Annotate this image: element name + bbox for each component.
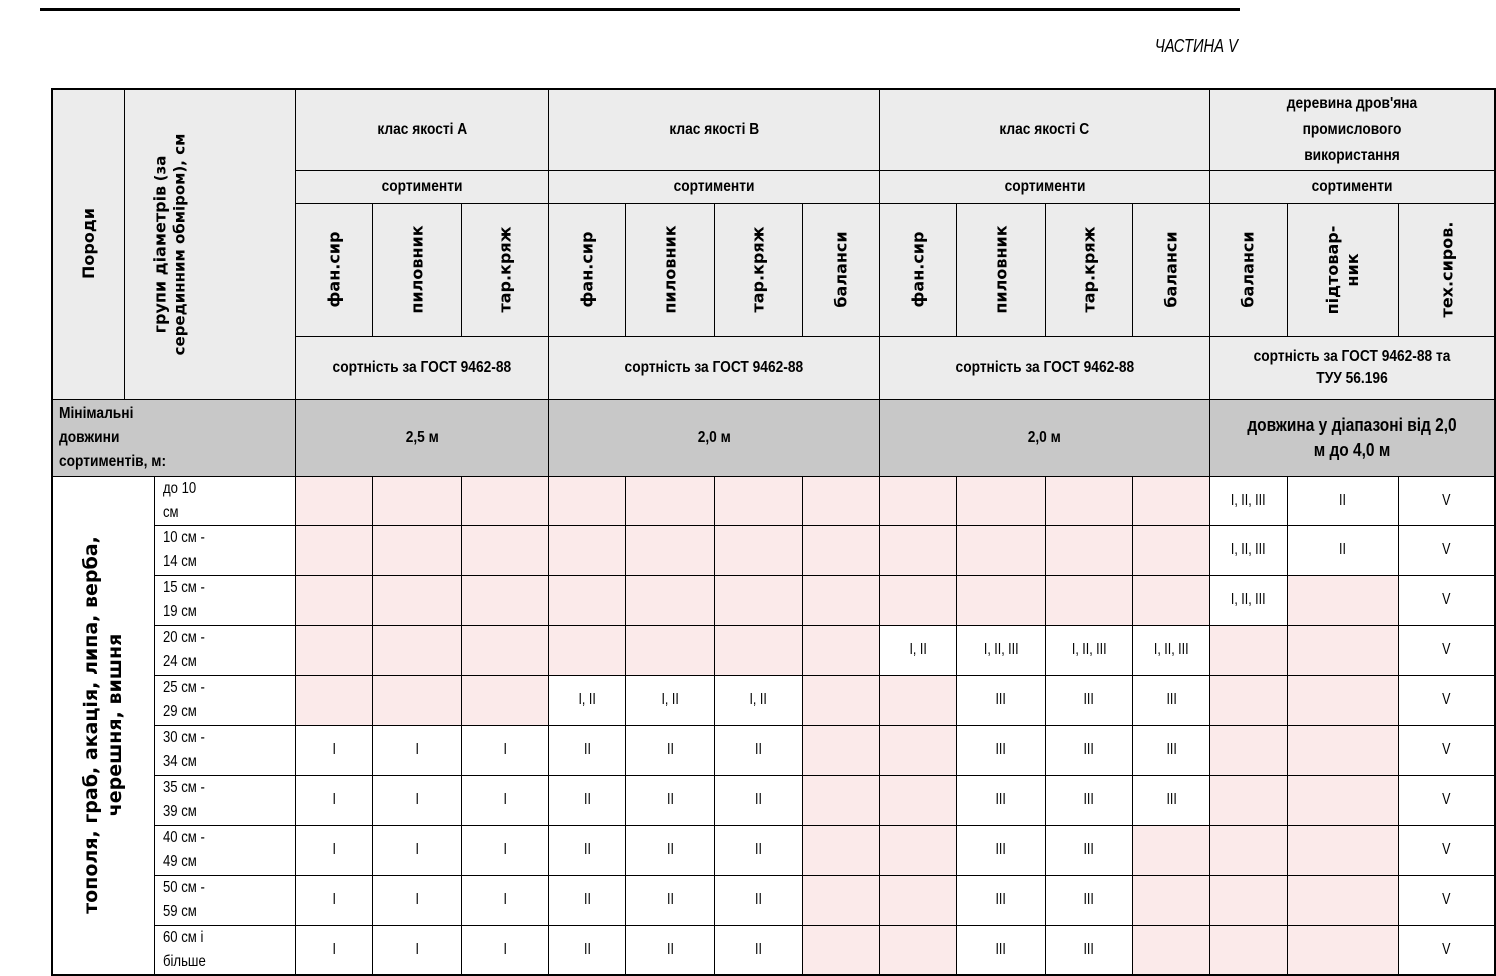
grade-value: I [332, 891, 336, 908]
grade-cell [295, 625, 372, 675]
grade-value: V [1442, 891, 1451, 908]
grade-cell [295, 675, 372, 725]
diameter-cell [154, 825, 295, 875]
grade-value: I, II [578, 691, 596, 708]
min-length-a: 2,5 м [295, 399, 548, 476]
grade-value: I [332, 741, 336, 758]
grade-value: I [415, 841, 419, 858]
diameter-label: 40 см - 49 см [162, 829, 205, 870]
sort-a-2: тар.кряж [462, 203, 549, 336]
grade-cell [295, 575, 372, 625]
grade-cell [879, 625, 956, 675]
grade-cell [1287, 925, 1398, 975]
min-length-c: 2,0 м [879, 399, 1210, 476]
grade-cell [1398, 675, 1495, 725]
grade-cell [1398, 476, 1495, 525]
grade-cell [802, 675, 879, 725]
grade-cell [715, 476, 802, 525]
grade-cell [462, 725, 549, 775]
grade-value: II [755, 841, 762, 858]
grade-cell [1287, 575, 1398, 625]
assortment-table [51, 88, 1496, 976]
diameter-cell [154, 725, 295, 775]
grade-cell [1133, 625, 1210, 675]
grade-value: I, II, III [1153, 641, 1189, 658]
grade-cell [372, 575, 461, 625]
diameter-cell [154, 875, 295, 925]
diameter-cell [154, 575, 295, 625]
grade-cell [549, 725, 626, 775]
grade-value: II [755, 791, 762, 808]
grade-cell [802, 825, 879, 875]
grade-cell [956, 575, 1045, 625]
grade-value: I [415, 791, 419, 808]
sort-c-3: баланси [1133, 203, 1210, 336]
diameter-cell [154, 525, 295, 575]
grade-cell [295, 925, 372, 975]
grade-cell [626, 525, 715, 575]
grade-value: III [1165, 791, 1177, 808]
grade-value: I, II, III [983, 641, 1019, 658]
grade-cell [1045, 875, 1132, 925]
grade-cell [802, 525, 879, 575]
grade-cell [462, 525, 549, 575]
grade-cell [1210, 725, 1287, 775]
grade-cell [462, 925, 549, 975]
grade-value: I [332, 841, 336, 858]
grade-cell [715, 675, 802, 725]
grade-cell [956, 725, 1045, 775]
sort-c-0: фан.сир [879, 203, 956, 336]
grade-cell [626, 775, 715, 825]
species-label: тополя, граб, акація, липа, верба, черешня, вишня [80, 536, 127, 915]
grade-cell [956, 925, 1045, 975]
grade-cell [462, 625, 549, 675]
grade-value: I [332, 940, 336, 958]
grade-cell [715, 575, 802, 625]
grade-cell [1287, 675, 1398, 725]
grade-cell [1045, 675, 1132, 725]
grade-standard-b: сортність за ГОСТ 9462-88 [549, 336, 880, 399]
grade-cell [626, 925, 715, 975]
sort-a-1: пиловник [372, 203, 461, 336]
grade-value: III [1165, 741, 1177, 758]
grade-cell [549, 575, 626, 625]
diameter-groups-header [124, 89, 295, 399]
sortimenty-a: сортименти [295, 170, 548, 203]
table-row [52, 775, 1495, 825]
grade-cell [549, 875, 626, 925]
grade-value: V [1442, 641, 1451, 658]
grade-cell [956, 825, 1045, 875]
table-row [52, 625, 1495, 675]
grade-cell [1398, 875, 1495, 925]
grade-cell [549, 925, 626, 975]
grade-value: I [415, 891, 419, 908]
grade-cell [1133, 476, 1210, 525]
grade-value: I [415, 940, 419, 958]
grade-cell [1045, 775, 1132, 825]
grade-value: II [755, 891, 762, 908]
table-row [52, 525, 1495, 575]
grade-cell [879, 525, 956, 575]
grade-cell [1287, 825, 1398, 875]
grade-cell [1287, 625, 1398, 675]
grade-value: II [666, 891, 674, 908]
grade-value: V [1442, 791, 1451, 808]
grade-value: III [1083, 940, 1095, 958]
grade-value: III [1083, 791, 1095, 808]
grade-cell [715, 775, 802, 825]
grade-value: III [995, 841, 1007, 858]
grade-value: II [583, 891, 591, 908]
grade-cell [879, 675, 956, 725]
min-length-fuel: довжина у діапазоні від 2,0 м до 4,0 м [1210, 399, 1496, 476]
grade-cell [462, 775, 549, 825]
grade-cell [462, 476, 549, 525]
grade-cell [549, 476, 626, 525]
grade-value: I, II [661, 691, 680, 708]
grade-cell [1210, 825, 1287, 875]
class-c-header: клас якості С [879, 89, 1210, 170]
grade-value: V [1442, 591, 1451, 608]
grade-cell [462, 575, 549, 625]
grade-cell [372, 825, 461, 875]
grade-value: II [666, 841, 674, 858]
grade-value: V [1442, 691, 1451, 708]
grade-value: III [1083, 891, 1095, 908]
grade-cell [1045, 525, 1132, 575]
grade-cell [626, 675, 715, 725]
grade-value: II [583, 940, 591, 958]
diameter-label: 50 см - 59 см [162, 879, 205, 920]
grade-cell [1210, 625, 1287, 675]
grade-cell [1398, 625, 1495, 675]
grade-cell [802, 775, 879, 825]
grade-cell [372, 625, 461, 675]
sort-fuel-1: підтовар-ник [1287, 203, 1398, 336]
grade-value: I, II, III [1231, 541, 1266, 558]
grade-value: I, II [749, 691, 768, 708]
diameter-label: 30 см - 34 см [162, 729, 205, 770]
fuel-wood-header: деревина дров'яна промислового використання [1210, 89, 1496, 170]
grade-value: III [995, 940, 1007, 958]
table-row [52, 825, 1495, 875]
grade-value: III [995, 891, 1007, 908]
grade-value: III [1083, 841, 1095, 858]
grade-cell [549, 825, 626, 875]
grade-cell [549, 775, 626, 825]
grade-value: II [666, 741, 674, 758]
grade-value: V [1442, 841, 1451, 858]
grade-value: III [1083, 691, 1095, 708]
grade-cell [715, 925, 802, 975]
grade-value: I, II, III [1231, 591, 1266, 608]
grade-cell [956, 625, 1045, 675]
grade-cell [295, 725, 372, 775]
grade-value: II [583, 841, 591, 858]
grade-value: I [503, 891, 507, 908]
grade-cell [1210, 476, 1287, 525]
grade-standard-fuel: сортність за ГОСТ 9462-88 та ТУУ 56.196 [1210, 336, 1496, 399]
groups-label: групи діаметрів [150, 185, 170, 334]
grade-cell [802, 625, 879, 675]
grade-cell [802, 925, 879, 975]
grade-value: V [1442, 741, 1451, 758]
class-a-header: клас якості А [295, 89, 548, 170]
grade-value: V [1442, 940, 1451, 958]
grade-cell [1210, 925, 1287, 975]
grade-value: II [666, 940, 674, 958]
grade-cell [802, 476, 879, 525]
grade-cell [626, 825, 715, 875]
grade-value: II [583, 741, 591, 758]
grade-value: I [503, 791, 507, 808]
grade-cell [372, 875, 461, 925]
grade-value: III [995, 741, 1007, 758]
table-row [52, 476, 1495, 525]
grade-cell [372, 675, 461, 725]
grade-cell [715, 725, 802, 775]
grade-value: II [666, 791, 674, 808]
grade-cell [549, 625, 626, 675]
sort-b-3: баланси [802, 203, 879, 336]
grade-cell [1210, 675, 1287, 725]
grade-value: I [503, 741, 507, 758]
table-row [52, 875, 1495, 925]
grade-standard-c: сортність за ГОСТ 9462-88 [879, 336, 1210, 399]
diameter-label: 25 см - 29 см [162, 679, 205, 720]
grade-value: III [1083, 741, 1095, 758]
grade-cell [956, 525, 1045, 575]
diameter-cell [154, 476, 295, 525]
diameter-cell [154, 675, 295, 725]
grade-cell [626, 875, 715, 925]
top-rule [40, 8, 1240, 11]
grade-cell [879, 825, 956, 875]
grade-value: I [503, 940, 507, 958]
grade-cell [295, 775, 372, 825]
grade-value: II [755, 940, 762, 958]
grade-cell [462, 875, 549, 925]
sort-c-2: тар.кряж [1045, 203, 1132, 336]
grade-cell [1045, 625, 1132, 675]
grade-cell [372, 525, 461, 575]
grade-cell [1398, 825, 1495, 875]
grade-cell [1398, 725, 1495, 775]
table-row [52, 725, 1495, 775]
grade-cell [879, 775, 956, 825]
sortimenty-c: сортименти [879, 170, 1210, 203]
grade-value: II [1339, 541, 1347, 558]
grade-cell [715, 825, 802, 875]
grade-cell [1287, 875, 1398, 925]
table-row [52, 575, 1495, 625]
table-row [52, 925, 1495, 975]
sort-fuel-2: тех.сиров. [1398, 203, 1495, 336]
grade-cell [956, 775, 1045, 825]
grade-cell [1133, 825, 1210, 875]
grade-value: III [1165, 691, 1177, 708]
grade-cell [295, 476, 372, 525]
grade-value: I, II, III [1231, 491, 1266, 509]
grade-cell [715, 525, 802, 575]
grade-cell [1210, 575, 1287, 625]
grade-value: II [583, 791, 591, 808]
grade-value: I [503, 841, 507, 858]
grade-cell [372, 725, 461, 775]
diameter-label: 60 см і більше [162, 928, 206, 970]
class-b-header: клас якості В [549, 89, 880, 170]
grade-cell [1133, 675, 1210, 725]
grade-cell [1133, 925, 1210, 975]
grade-value: I [415, 741, 419, 758]
grade-cell [626, 625, 715, 675]
grade-cell [1398, 925, 1495, 975]
table-row [52, 675, 1495, 725]
grade-cell [1287, 476, 1398, 525]
grade-cell [802, 875, 879, 925]
grade-cell [462, 825, 549, 875]
sort-b-2: тар.кряж [715, 203, 802, 336]
grade-cell [626, 725, 715, 775]
min-length-b: 2,0 м [549, 399, 880, 476]
grade-cell [1287, 725, 1398, 775]
grade-cell [1045, 476, 1132, 525]
grade-cell [879, 875, 956, 925]
diameter-cell [154, 925, 295, 975]
porody-header [52, 89, 124, 399]
grade-cell [1398, 525, 1495, 575]
diameter-label: 15 см - 19 см [162, 579, 205, 620]
grade-value: V [1442, 541, 1451, 558]
grade-value: II [1339, 491, 1347, 509]
diameter-cell [154, 625, 295, 675]
grade-cell [1133, 775, 1210, 825]
diameter-cell [154, 775, 295, 825]
grade-value: I [332, 791, 336, 808]
grade-cell [626, 476, 715, 525]
sortimenty-fuel: сортименти [1210, 170, 1496, 203]
grade-cell [1287, 525, 1398, 575]
groups-note: (за серединним обміром), см [151, 133, 189, 356]
sort-b-0: фан.сир [549, 203, 626, 336]
grade-cell [626, 575, 715, 625]
grade-cell [549, 525, 626, 575]
grade-cell [956, 476, 1045, 525]
diameter-label: 35 см - 39 см [162, 779, 205, 820]
grade-value: III [995, 791, 1007, 808]
grade-value: V [1442, 491, 1451, 509]
grade-cell [1045, 725, 1132, 775]
grade-cell [1045, 925, 1132, 975]
grade-cell [879, 575, 956, 625]
grade-cell [879, 476, 956, 525]
min-length-label: Мінімальні довжини сортиментів, м: [52, 399, 295, 476]
grade-cell [1210, 525, 1287, 575]
grade-cell [802, 575, 879, 625]
grade-cell [1133, 525, 1210, 575]
grade-cell [1287, 775, 1398, 825]
grade-cell [372, 775, 461, 825]
sort-c-1: пиловник [956, 203, 1045, 336]
grade-cell [1398, 775, 1495, 825]
grade-cell [956, 675, 1045, 725]
porody-label: Породи [78, 208, 98, 280]
grade-cell [715, 625, 802, 675]
grade-cell [1045, 575, 1132, 625]
grade-value: I, II, III [1071, 641, 1107, 658]
grade-cell [1210, 775, 1287, 825]
grade-standard-a: сортність за ГОСТ 9462-88 [295, 336, 548, 399]
grade-cell [462, 675, 549, 725]
grade-cell [295, 825, 372, 875]
diameter-label: 10 см - 14 см [162, 529, 205, 570]
grade-cell [1133, 575, 1210, 625]
grade-cell [879, 725, 956, 775]
grade-cell [956, 875, 1045, 925]
diameter-label: 20 см - 24 см [162, 629, 205, 670]
sortimenty-b: сортименти [549, 170, 880, 203]
grade-cell [1133, 875, 1210, 925]
grade-cell [372, 925, 461, 975]
grade-cell [295, 525, 372, 575]
grade-cell [879, 925, 956, 975]
grade-cell [372, 476, 461, 525]
grade-cell [1045, 825, 1132, 875]
species-cell [52, 476, 154, 975]
grade-cell [1398, 575, 1495, 625]
grade-cell [1133, 725, 1210, 775]
grade-value: III [995, 691, 1007, 708]
grade-cell [295, 875, 372, 925]
sort-a-0: фан.сир [295, 203, 372, 336]
grade-value: II [755, 741, 762, 758]
part-label: ЧАСТИНА V [1154, 36, 1238, 56]
grade-cell [549, 675, 626, 725]
diameter-label: до 10 см [162, 479, 196, 521]
sort-b-1: пиловник [626, 203, 715, 336]
grade-cell [1210, 875, 1287, 925]
grade-cell [715, 875, 802, 925]
sort-fuel-0: баланси [1210, 203, 1287, 336]
grade-cell [802, 725, 879, 775]
grade-value: I, II [909, 641, 927, 658]
